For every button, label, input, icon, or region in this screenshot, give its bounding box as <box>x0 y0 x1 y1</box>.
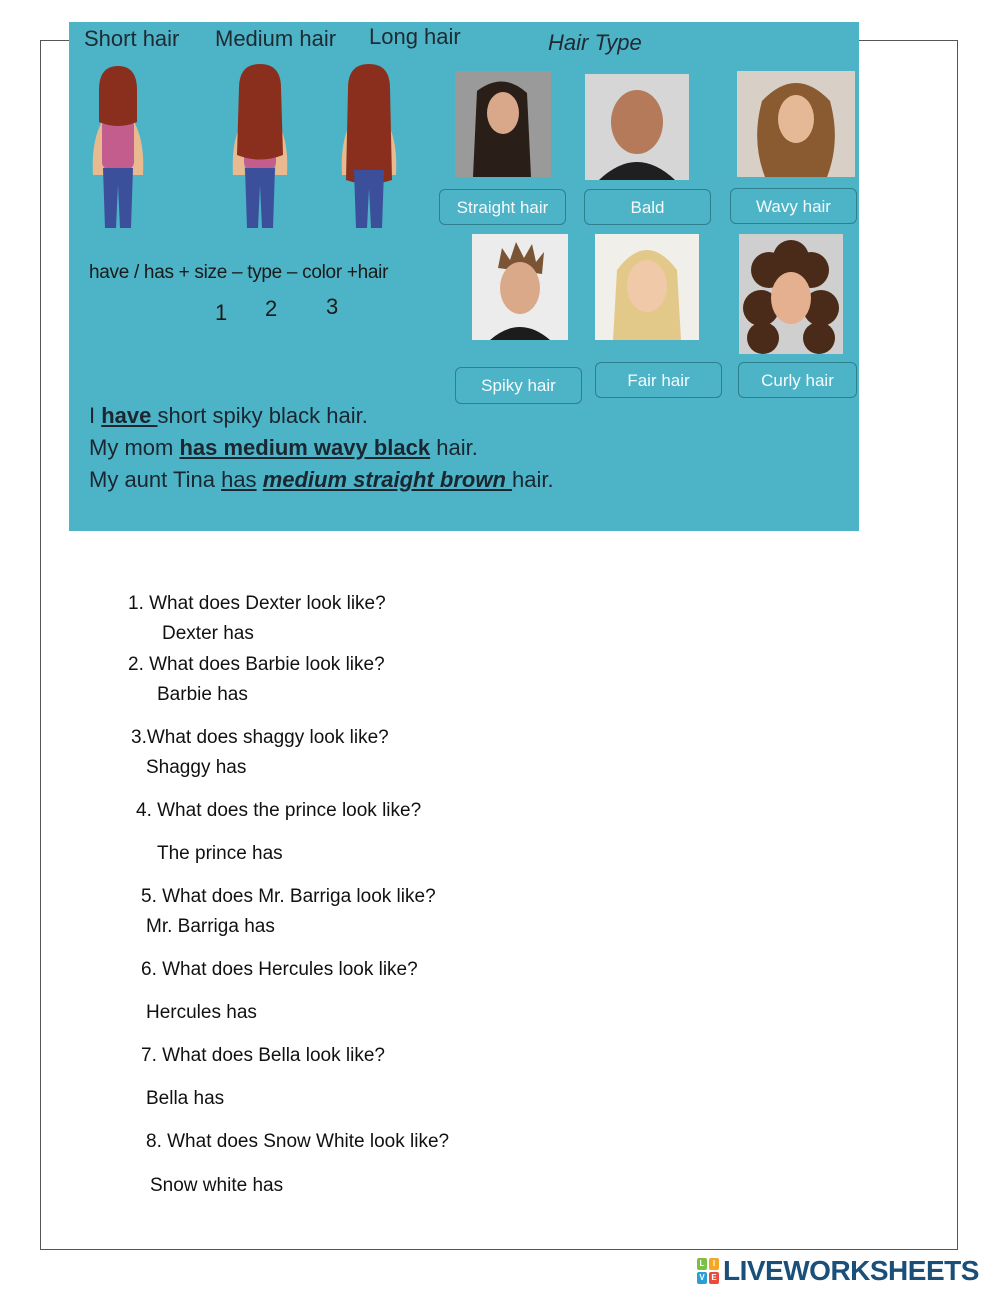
liveworksheets-mark-icon <box>697 1258 719 1284</box>
question-7: 7. What does Bella look like? <box>141 1045 385 1066</box>
medium-hair-label: Medium hair <box>215 26 337 51</box>
spiky-hair-photo <box>472 234 568 340</box>
answer-prompt-3: Shaggy has <box>146 757 247 778</box>
example-sentence-3: My aunt Tina has medium straight brown hair. <box>89 467 554 492</box>
curly-hair-tag: Curly hair <box>738 362 857 398</box>
hair-vocabulary-panel <box>69 22 859 531</box>
question-2: 2. What does Barbie look like? <box>128 654 385 675</box>
long-hair-figure <box>334 60 404 230</box>
grammar-formula: have / has + size – type – color +hair <box>89 262 389 283</box>
answer-prompt-4: The prince has <box>157 843 283 864</box>
medium-hair-figure <box>225 60 295 230</box>
bald-tag: Bald <box>584 189 711 225</box>
logo-letter-e: E <box>709 1272 719 1284</box>
curly-hair-photo <box>739 234 843 354</box>
question-3: 3.What does shaggy look like? <box>131 727 389 748</box>
answer-prompt-6: Hercules has <box>146 1002 257 1023</box>
spiky-hair-tag: Spiky hair <box>455 367 582 404</box>
answer-prompt-8: Snow white has <box>150 1175 284 1196</box>
example-sentence-2: My mom has medium wavy black hair. <box>89 435 478 460</box>
fair-hair-photo <box>595 234 699 340</box>
wavy-hair-tag: Wavy hair <box>730 188 857 224</box>
short-hair-label: Short hair <box>84 26 180 51</box>
logo-letter-v: V <box>697 1272 707 1284</box>
answer-prompt-5: Mr. Barriga has <box>146 916 275 937</box>
question-6: 6. What does Hercules look like? <box>141 959 418 980</box>
answer-prompt-2: Barbie has <box>157 684 248 705</box>
formula-number-1: 1 <box>215 300 228 325</box>
logo-letter-i: I <box>709 1258 719 1270</box>
question-1: 1. What does Dexter look like? <box>128 593 386 614</box>
example-sentence-1: I have short spiky black hair. <box>89 403 368 428</box>
short-hair-figure <box>83 60 153 230</box>
answer-prompt-7: Bella has <box>146 1088 225 1109</box>
formula-number-3: 3 <box>326 294 339 319</box>
long-hair-label: Long hair <box>369 24 461 49</box>
question-5: 5. What does Mr. Barriga look like? <box>141 886 436 907</box>
wavy-hair-photo <box>737 71 855 177</box>
liveworksheets-wordmark: LIVEWORKSHEETS <box>723 1255 979 1286</box>
straight-hair-photo <box>455 71 551 177</box>
liveworksheets-logo <box>697 1256 979 1286</box>
bald-photo <box>585 74 689 180</box>
hair-type-title: Hair Type <box>548 30 642 55</box>
fair-hair-tag: Fair hair <box>595 362 722 398</box>
answer-prompt-1: Dexter has <box>162 623 254 644</box>
logo-letter-l: L <box>697 1258 707 1270</box>
formula-number-2: 2 <box>265 296 278 321</box>
straight-hair-tag: Straight hair <box>439 189 566 225</box>
question-4: 4. What does the prince look like? <box>136 800 422 821</box>
question-8: 8. What does Snow White look like? <box>146 1131 450 1152</box>
